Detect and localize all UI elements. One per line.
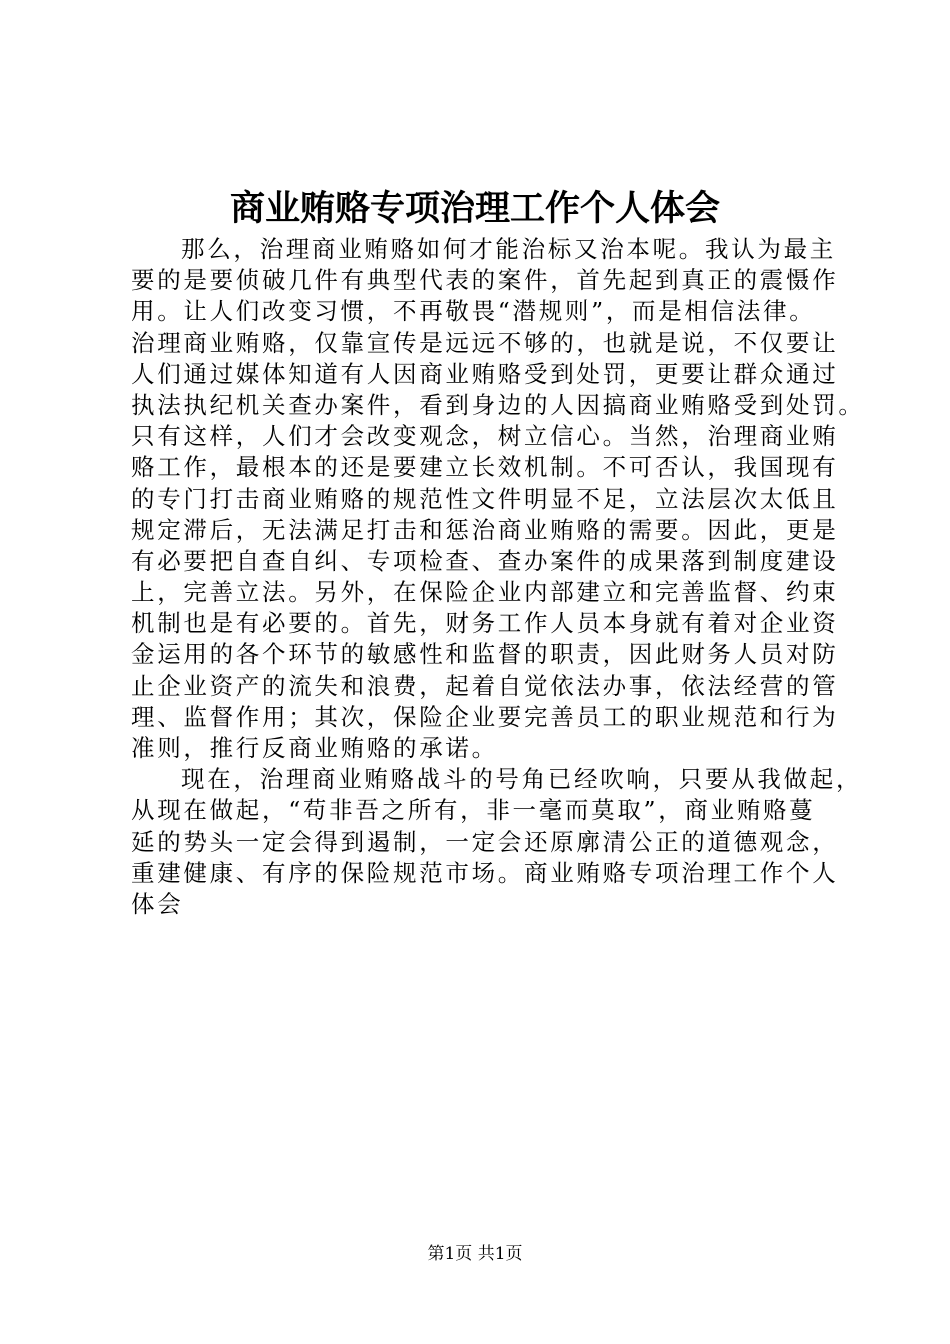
page-footer: 第1页 共1页 xyxy=(427,1244,523,1264)
paragraph-line: 要的是要侦破几件有典型代表的案件，首先起到真正的震慑作 xyxy=(131,266,839,295)
paragraph-1 xyxy=(131,234,871,764)
paragraph-line: 的专门打击商业贿赂的规范性文件明显不足，立法层次太低且 xyxy=(131,484,839,513)
paragraph-2 xyxy=(131,764,871,920)
paragraph-line: 有必要把自查自纠、专项检查、查办案件的成果落到制度建设 xyxy=(131,546,839,575)
paragraph-line: 准则，推行反商业贿赂的承诺。 xyxy=(131,734,498,762)
paragraph-line: 重建健康、有序的保险规范市场。商业贿赂专项治理工作个人 xyxy=(131,858,839,887)
document-body xyxy=(131,234,871,920)
paragraph-line: 金运用的各个环节的敏感性和监督的职责，因此财务人员对防 xyxy=(131,640,839,669)
paragraph-line: 机制也是有必要的。首先，财务工作人员本身就有着对企业资 xyxy=(131,609,839,638)
paragraph-line: 止企业资产的流失和浪费，起着自觉依法办事，依法经营的管 xyxy=(131,671,839,700)
paragraph-line: 治理商业贿赂，仅靠宣传是远远不够的，也就是说，不仅要让 xyxy=(131,328,839,357)
paragraph-line: 那么，治理商业贿赂如何才能治标又治本呢。我认为最主 xyxy=(181,235,836,263)
document-title: 商业贿赂专项治理工作个人体会 xyxy=(229,188,720,229)
paragraph-line: 理、监督作用；其次，保险企业要完善员工的职业规范和行为 xyxy=(131,702,839,731)
paragraph-line: 从现在做起，“苟非吾之所有，非一毫而莫取”，商业贿赂蔓 xyxy=(131,796,816,825)
paragraph-line: 赂工作，最根本的还是要建立长效机制。不可否认，我国现有 xyxy=(131,453,839,482)
paragraph-line: 用。让人们改变习惯，不再敬畏“潜规则”，而是相信法律。 xyxy=(131,297,816,326)
paragraph-line: 体会 xyxy=(131,889,184,918)
paragraph-line: 规定滞后，无法满足打击和惩治商业贿赂的需要。因此，更是 xyxy=(131,515,839,544)
paragraph-line: 现在，治理商业贿赂战斗的号角已经吹响，只要从我做起， xyxy=(181,765,863,794)
paragraph-line: 人们通过媒体知道有人因商业贿赂受到处罚，更要让群众通过 xyxy=(131,359,839,388)
paragraph-line: 上，完善立法。另外，在保险企业内部建立和完善监督、约束 xyxy=(131,578,839,607)
paragraph-line: 延的势头一定会得到遏制，一定会还原廓清公正的道德观念， xyxy=(131,827,839,856)
paragraph-line: 执法执纪机关查办案件，看到身边的人因搞商业贿赂受到处罚。 xyxy=(131,390,865,419)
paragraph-line: 只有这样，人们才会改变观念，树立信心。当然，治理商业贿 xyxy=(131,422,839,451)
